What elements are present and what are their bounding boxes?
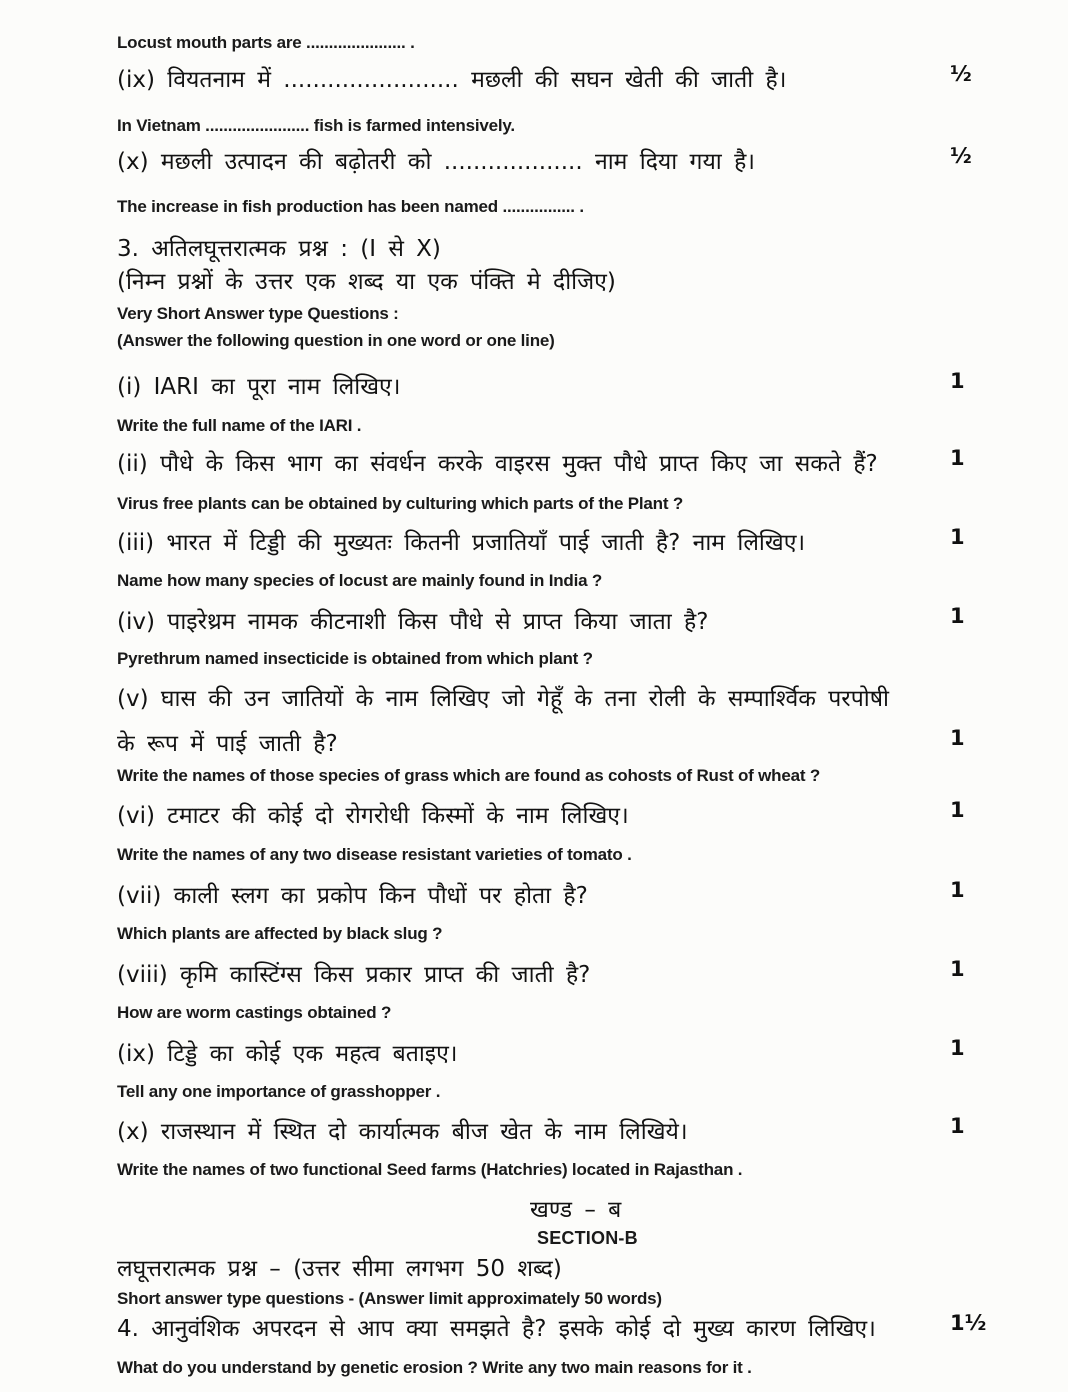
line-text: Write the full name of the IARI . (117, 416, 362, 435)
line-text: (ix) टिड्डे का कोई एक महत्व बताइए। (117, 1041, 458, 1067)
marks-value: 1 (950, 1114, 965, 1138)
question-3i-english (117, 416, 1048, 436)
line-text: (ii) पौधे के किस भाग का संवर्धन करके वाइरस मुक्त पौधे प्राप्त किए जा सकते हैं? (117, 451, 878, 477)
line-text: Short answer type questions - (Answer limit approximately 50 words) (117, 1289, 662, 1308)
question-3iv-english (117, 649, 1048, 669)
marks-value: 1 (950, 369, 965, 393)
section-b-heading-english (537, 1228, 638, 1249)
line-text: (vii) काली स्लग का प्रकोप किन पौधों पर होता है? (117, 883, 588, 909)
marks-value: 1 (950, 957, 965, 981)
line-text: खण्ड – ब (530, 1197, 622, 1223)
question-3ii-english (117, 494, 1048, 514)
line-text: Tell any one importance of grasshopper . (117, 1082, 441, 1101)
line-text: (Answer the following question in one word or one line) (117, 331, 555, 350)
line-text: What do you understand by genetic erosion ? Write any two main reasons for it . (117, 1358, 752, 1377)
line-text: (v) घास की उन जातियों के नाम लिखिए जो गेहूँ के तना रोली के सम्पार्श्विक परपोषी (117, 686, 889, 712)
line-text: (i) IARI का पूरा नाम लिखिए। (117, 374, 401, 400)
line-text: 3. अतिलघूत्तरात्मक प्रश्न : (I से X) (117, 236, 441, 262)
question-3viii-english (117, 1003, 1048, 1023)
marks-value: 1½ (950, 1311, 987, 1335)
question-2x-hindi (117, 144, 1048, 176)
section3-instruction-english (117, 331, 1048, 351)
fill-blank-english-locust (117, 33, 1048, 53)
question-3v-english (117, 766, 1048, 786)
question-3x-hindi (117, 1114, 1048, 1146)
question-3vii-hindi (117, 878, 1048, 910)
line-text: (viii) कृमि कास्टिंग्स किस प्रकार प्राप्त की जाती है? (117, 962, 591, 988)
line-text: लघूत्तरात्मक प्रश्न – (उत्तर सीमा लगभग 50 शब्द) (117, 1256, 562, 1282)
question-3ix-english (117, 1082, 1048, 1102)
line-text: SECTION-B (537, 1228, 638, 1248)
marks-value: 1 (950, 604, 965, 628)
question-3ix-hindi (117, 1036, 1048, 1068)
marks-value: 1 (950, 525, 965, 549)
question-3iii-english (117, 571, 1048, 591)
line-text: Very Short Answer type Questions : (117, 304, 399, 323)
section-b-heading-hindi (530, 1192, 621, 1224)
line-text: Write the names of any two disease resistant varieties of tomato . (117, 845, 632, 864)
line-text: (iv) पाइरेथ्रम नामक कीटनाशी किस पौधे से प्राप्त किया जाता है? (117, 609, 709, 635)
line-text: Write the names of those species of grass which are found as cohosts of Rust of wheat ? (117, 766, 821, 785)
question-3ii-hindi (117, 446, 1048, 478)
line-text: In Vietnam ....................... fish is farmed intensively. (117, 116, 515, 135)
marks-value: 1 (950, 878, 965, 902)
question-3x-english (117, 1160, 1048, 1180)
question-2ix-hindi (117, 62, 1048, 94)
marks-value: ½ (950, 144, 972, 168)
question-2ix-english (117, 116, 1048, 136)
marks-value: 1 (950, 726, 965, 750)
marks-value: 1 (950, 798, 965, 822)
line-text: के रूप में पाई जाती है? (117, 731, 338, 757)
marks-value: 1 (950, 446, 965, 470)
line-text: How are worm castings obtained ? (117, 1003, 392, 1022)
question-4-english (117, 1358, 1048, 1378)
line-text: (ix) वियतनाम में ........................ मछली की सघन खेती की जाती है। (117, 67, 787, 93)
question-3iii-hindi (117, 525, 1048, 557)
question-3vii-english (117, 924, 1048, 944)
question-3vi-hindi (117, 798, 1048, 830)
line-text: (x) राजस्थान में स्थित दो कार्यात्मक बीज खेत के नाम लिखिये। (117, 1119, 688, 1145)
question-3i-hindi (117, 369, 1048, 401)
question-3v-hindi-line2 (117, 726, 1048, 758)
section-b-instruction-english (117, 1289, 1048, 1309)
question-2x-english (117, 197, 1048, 217)
line-text: Which plants are affected by black slug ? (117, 924, 443, 943)
question-4-hindi (117, 1311, 1048, 1343)
line-text: Write the names of two functional Seed farms (Hatchries) located in Rajasthan . (117, 1160, 743, 1179)
line-text: Locust mouth parts are ...................... . (117, 33, 415, 52)
section3-instruction-hindi (117, 264, 1048, 296)
question-3viii-hindi (117, 957, 1048, 989)
line-text: Name how many species of locust are mainly found in India ? (117, 571, 603, 590)
marks-value: ½ (950, 62, 972, 86)
question-3v-hindi-line1 (117, 681, 1048, 713)
section-b-instruction-hindi (117, 1251, 1048, 1283)
marks-value: 1 (950, 1036, 965, 1060)
question-3iv-hindi (117, 604, 1048, 636)
line-text: 4. आनुवंशिक अपरदन से आप क्या समझते है? इसके कोई दो मुख्य कारण लिखिए। (117, 1316, 876, 1342)
line-text: Pyrethrum named insecticide is obtained from which plant ? (117, 649, 593, 668)
line-text: (iii) भारत में टिड्डी की मुख्यतः कितनी प्रजातियाँ पाई जाती है? नाम लिखिए। (117, 530, 806, 556)
line-text: The increase in fish production has been named ................ . (117, 197, 584, 216)
section3-heading-hindi (117, 231, 1048, 263)
question-3vi-english (117, 845, 1048, 865)
line-text: (x) मछली उत्पादन की बढ़ोतरी को ................... नाम दिया गया है। (117, 149, 756, 175)
line-text: (vi) टमाटर की कोई दो रोगरोधी किस्मों के नाम लिखिए। (117, 803, 629, 829)
line-text: Virus free plants can be obtained by culturing which parts of the Plant ? (117, 494, 684, 513)
line-text: (निम्न प्रश्नों के उत्तर एक शब्द या एक पंक्ति मे दीजिए) (117, 269, 616, 295)
section3-heading-english (117, 304, 1048, 324)
